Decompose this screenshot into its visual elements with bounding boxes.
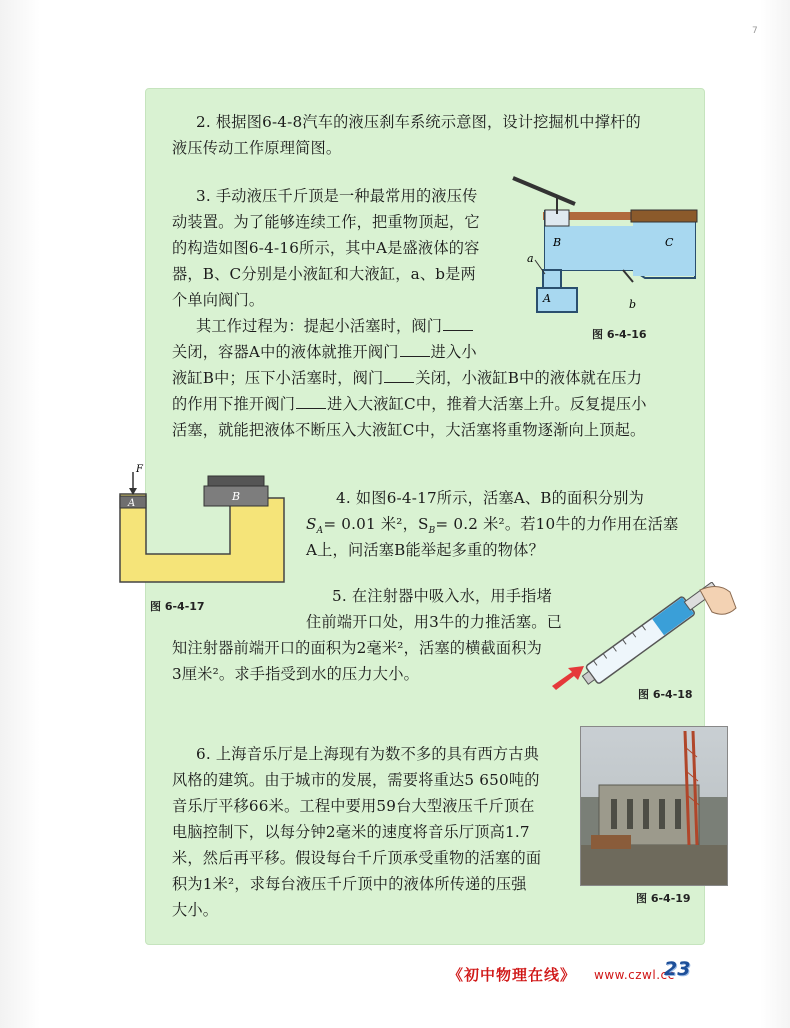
q4-line1: 4. 如图6-4-17所示，活塞A、B的面积分别为 — [336, 489, 644, 507]
q5-line3: 知注射器前端开口的面积为2毫米²，活塞的横截面积为 — [172, 639, 543, 657]
q6-line6: 积为1米²，求每台液压千斤顶中的液体所传递的压强 — [172, 875, 527, 893]
q3-p2d: 液缸B中；压下小活塞时，阀门 — [172, 369, 384, 387]
footer-url[interactable]: www.czwl.cc — [594, 968, 675, 982]
q6-line4: 电脑控制下，以每分钟2毫米的速度将音乐厅顶高1.7 — [172, 823, 530, 841]
answer-blank[interactable] — [384, 370, 414, 383]
push-arrow-icon — [552, 666, 584, 690]
label-F: F — [136, 464, 143, 475]
label-A: A — [543, 292, 551, 305]
page-number: 23 — [664, 958, 691, 980]
label-C: C — [665, 236, 674, 249]
label-b: b — [629, 298, 637, 311]
q5-line1: 5. 在注射器中吸入水，用手指堵 — [332, 587, 552, 605]
label-A: A — [128, 498, 136, 509]
q6-line5: 米，然后再平移。假设每台千斤顶承受重物的活塞的面 — [172, 849, 542, 867]
syringe-diagram — [550, 582, 740, 694]
q5-line4: 3厘米²。求手指受到水的压力大小。 — [172, 665, 419, 683]
answer-blank[interactable] — [400, 344, 430, 357]
pascal-pistons-diagram — [112, 458, 312, 590]
q6-line1: 6. 上海音乐厅是上海现有为数不多的具有西方古典 — [196, 745, 540, 763]
q3-p2a: 其工作过程为：提起小活塞时，阀门 — [196, 317, 443, 335]
q4-sa: S — [306, 515, 317, 533]
q3-process-line5: 活塞，就能把液体不断压入大液缸C中，大活塞将重物逐渐向上顶起。 — [172, 421, 646, 439]
q3-p2e: 关闭，小液缸B中的液体就在压力 — [415, 369, 643, 387]
concert-hall-photo — [580, 726, 728, 886]
q3-process-line2 — [172, 340, 477, 365]
footer-title: 《初中物理在线》 — [448, 966, 577, 984]
q3-line2: 动装置。为了能够连续工作，把重物顶起，它 — [172, 213, 480, 231]
q3-process-line3 — [172, 366, 642, 391]
q3-p2c: 进入小 — [430, 343, 477, 361]
finger-icon — [700, 586, 736, 614]
q3-process-line1 — [196, 314, 474, 339]
q3-line4: 器，B、C分别是小液缸和大液缸，a、b是两 — [172, 265, 476, 283]
q3-p2f: 的作用下推开阀门 — [172, 395, 296, 413]
q3-line1: 3. 手动液压千斤顶是一种最常用的液压传 — [196, 187, 478, 205]
lever-handle — [513, 178, 575, 204]
q4-sb: = 0.01 米²，S — [323, 515, 429, 533]
label-B: B — [553, 236, 562, 249]
sub-A: A — [316, 526, 324, 537]
sub-B: B — [428, 526, 436, 537]
figure-caption-17: 图 6-4-17 — [150, 600, 205, 613]
q3-p2g: 进入大液缸C中，推着大活塞上升。反复提压小 — [327, 395, 647, 413]
q6-line3: 音乐厅平移66米。工程中要用59台大型液压千斤顶在 — [172, 797, 535, 815]
q5-line2: 住前端开口处，用3牛的力推活塞。已 — [306, 613, 563, 631]
figure-caption-16: 图 6-4-16 — [592, 328, 647, 341]
hydraulic-jack-diagram — [505, 170, 701, 320]
answer-blank[interactable] — [443, 318, 473, 331]
q3-line3: 的构造如图6-4-16所示，其中A是盛液体的容 — [172, 239, 480, 257]
label-B: B — [232, 490, 241, 503]
q4-line3: A上，问活塞B能举起多重的物体？ — [306, 541, 544, 559]
q3-line5: 个单向阀门。 — [172, 291, 265, 309]
q2-line1: 2. 根据图6-4-8汽车的液压刹车系统示意图，设计挖掘机中撑杆的 — [196, 113, 641, 131]
figure-caption-18: 图 6-4-18 — [638, 688, 693, 701]
q3-p2b: 关闭，容器A中的液体就推开阀门 — [172, 343, 399, 361]
q4-rest: = 0.2 米²。若10牛的力作用在活塞 — [435, 515, 679, 533]
corner-mark: 7 — [752, 26, 758, 36]
q2-line2: 液压传动工作原理简图。 — [172, 139, 342, 157]
q3-process-line4 — [172, 392, 647, 417]
q6-line7: 大小。 — [172, 901, 219, 919]
q6-line2: 风格的建筑。由于城市的发展，需要将重达5 650吨的 — [172, 771, 540, 789]
figure-caption-19: 图 6-4-19 — [636, 892, 691, 905]
label-a: a — [527, 252, 534, 265]
answer-blank[interactable] — [296, 396, 326, 409]
